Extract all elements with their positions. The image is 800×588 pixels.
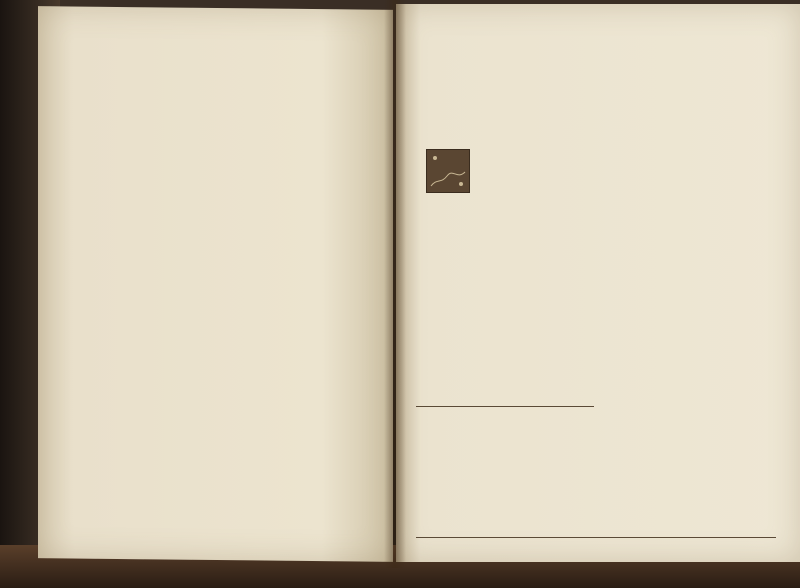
book-gutter	[384, 0, 406, 568]
proem-body	[418, 201, 794, 401]
left-col2-top	[226, 32, 386, 224]
caput-body-right	[601, 410, 791, 540]
left-col2-bottom	[228, 218, 386, 546]
left-page	[38, 6, 393, 562]
initial-ornament-icon	[427, 150, 469, 192]
footnote-rule	[416, 537, 776, 538]
right-page	[396, 4, 800, 562]
decorated-initial	[426, 149, 470, 193]
left-col1-top	[72, 42, 222, 160]
section-rule	[416, 406, 594, 407]
proem-body-top	[472, 150, 794, 194]
left-col1-bottom	[72, 190, 224, 504]
